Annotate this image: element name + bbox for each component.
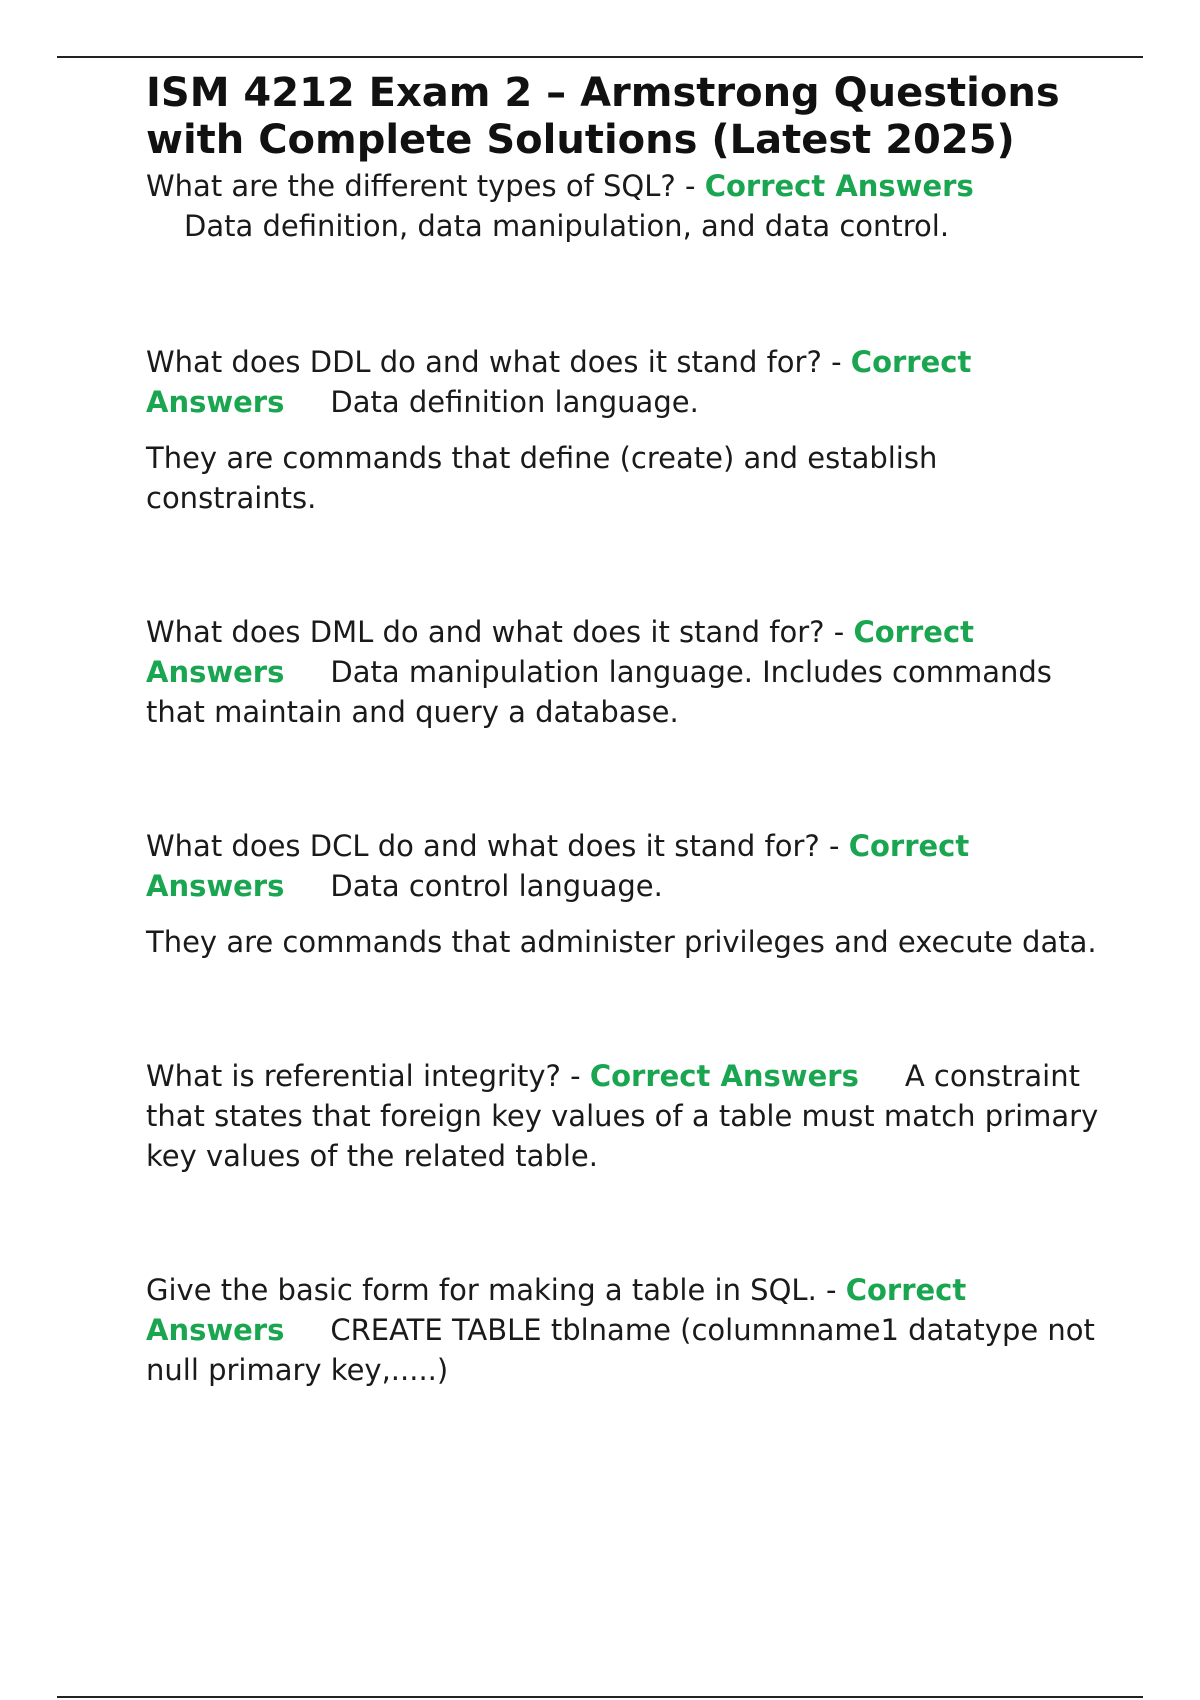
bottom-rule bbox=[57, 1696, 1143, 1698]
qa-line bbox=[146, 1270, 1106, 1390]
answer-label: Correct Answers bbox=[589, 1059, 859, 1093]
answer-label: Correct Answers bbox=[146, 615, 974, 689]
answer-label: Correct Answers bbox=[704, 169, 974, 203]
answer-text: Data control language. bbox=[330, 869, 663, 903]
separator: - bbox=[824, 615, 854, 649]
answer-text: A constraint that states that foreign key values of a table must match primary key values of the related table. bbox=[146, 1059, 1099, 1173]
separator: - bbox=[675, 169, 705, 203]
qa-item bbox=[146, 166, 1106, 246]
qa-item bbox=[146, 342, 1106, 518]
question-text: Give the basic form for making a table in SQL. bbox=[146, 1273, 817, 1307]
document-title: ISM 4212 Exam 2 – Armstrong Questions with Complete Solutions (Latest 2025) bbox=[146, 70, 1060, 163]
qa-line bbox=[146, 1056, 1106, 1176]
qa-item bbox=[146, 1270, 1106, 1390]
answer-label: Correct Answers bbox=[146, 829, 970, 903]
question-text: What does DML do and what does it stand for? bbox=[146, 615, 825, 649]
question-text: What does DDL do and what does it stand for? bbox=[146, 345, 822, 379]
top-rule bbox=[57, 56, 1143, 58]
answer-label: Correct Answers bbox=[146, 1273, 967, 1347]
document-body bbox=[146, 70, 1106, 1390]
answer-text: Data definition language. bbox=[330, 385, 699, 419]
answer-text: Data manipulation language. Includes commands that maintain and query a database. bbox=[146, 655, 1052, 729]
question-text: What is referential integrity? bbox=[146, 1059, 561, 1093]
answer-extra-text: They are commands that administer privileges and execute data. bbox=[146, 925, 1097, 959]
qa-line bbox=[146, 826, 1106, 906]
qa-item bbox=[146, 612, 1106, 732]
answer-extra-text: They are commands that define (create) and establish constraints. bbox=[146, 441, 938, 515]
qa-line bbox=[146, 342, 1106, 422]
separator: - bbox=[821, 345, 851, 379]
question-text: What does DCL do and what does it stand for? bbox=[146, 829, 820, 863]
question-text: What are the different types of SQL? bbox=[146, 169, 676, 203]
qa-line bbox=[146, 166, 1106, 206]
qa-item bbox=[146, 1056, 1106, 1176]
separator: - bbox=[816, 1273, 846, 1307]
qa-item bbox=[146, 826, 1106, 962]
separator: - bbox=[819, 829, 849, 863]
answer-text: CREATE TABLE tblname (columnname1 datatype not null primary key,.....) bbox=[146, 1313, 1095, 1387]
separator: - bbox=[560, 1059, 590, 1093]
answer-text: Data definition, data manipulation, and data control. bbox=[184, 209, 950, 243]
qa-line bbox=[146, 612, 1106, 732]
answer-label: Correct Answers bbox=[146, 345, 972, 419]
